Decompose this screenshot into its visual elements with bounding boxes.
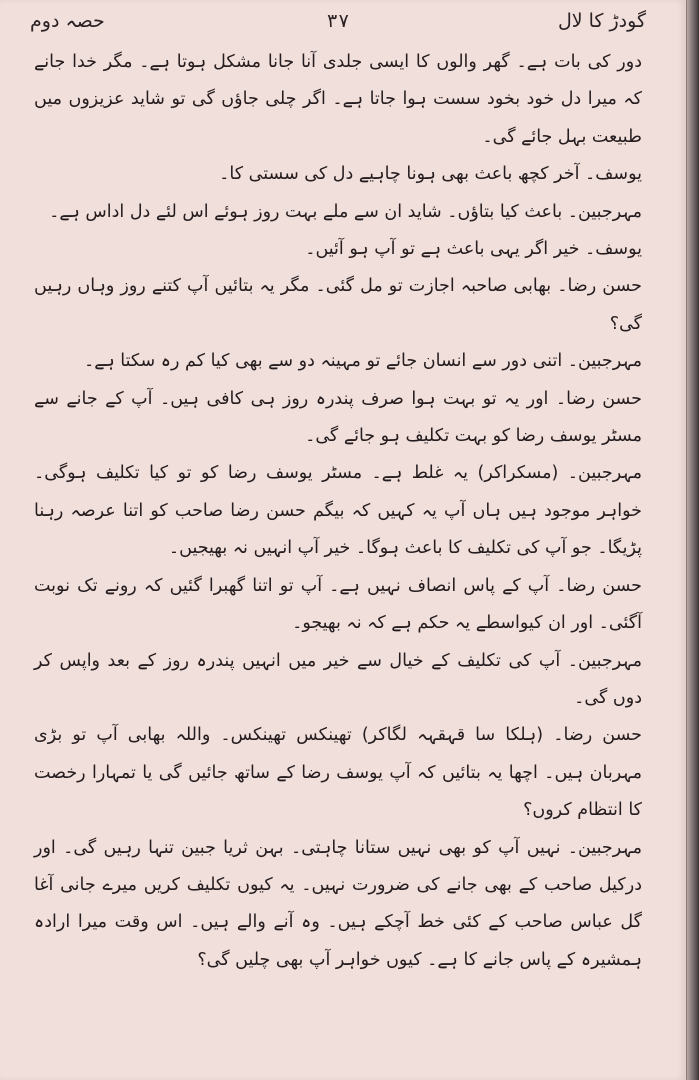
- dialogue-hasan-raza-3: حسن رضا۔ آپ کے پاس انصاف نہیں ہے۔ آپ تو اتنا گھبرا گئیں کہ رونے تک نوبت آگئی۔ اور ان کیواسطے یہ حکم ہے کہ نہ بھیجو۔: [34, 575, 642, 634]
- dialogue-yusuf-1: یوسف۔ آخر کچھ باعث بھی ہونا چاہیے دل کی سستی کا۔: [219, 164, 642, 185]
- page-header: [30, 4, 646, 44]
- dialogue-yusuf-2: یوسف۔ خیر اگر یہی باعث ہے تو آپ ہو آئیں۔: [305, 239, 642, 260]
- dialogue-mehrjabeen-3: مہرجبین۔ (مسکراکر) یہ غلط ہے۔ مسٹر یوسف رضا کو تو کیا تکلیف ہوگی۔ خواہر موجود ہیں ہاں آپ یہ کہیں کہ بیگم حسن رضا صاحب کو اتنا عرصہ رہنا پڑیگا۔ جو آپ کی تکلیف کا باعث ہوگا۔ خیر آپ انہیں نہ بھیجیں۔: [34, 463, 642, 559]
- dialogue-hasan-raza-2: حسن رضا۔ اور یہ تو بہت ہوا صرف پندرہ روز ہی کافی ہیں۔ آپ کے جانے سے مسٹر یوسف رضا کو بہت تکلیف ہو جائے گی۔: [34, 388, 642, 447]
- dialogue-hasan-raza-4: حسن رضا۔ (ہلکا سا قہقہہ لگاکر) تھینکس تھینکس۔ واللہ بھابی آپ تو بڑی مہربان ہیں۔ اچھا یہ بتائیں کہ آپ یوسف رضا کے ساتھ جائیں گی یا تمہارا رخصت کا انتظام کروں؟: [34, 725, 642, 821]
- paragraph-continuation: دور کی بات ہے۔ گھر والوں کا ایسی جلدی آنا جانا مشکل ہوتا ہے۔ مگر خدا جانے کہ میرا دل خود بخود سست ہوا جاتا ہے۔ اگر چلی جاؤں گی تو شاید عزیزوں میں طبیعت بہل جائے گی۔: [34, 52, 642, 147]
- dialogue-mehrjabeen-1: مہرجبین۔ باعث کیا بتاؤں۔ شاید ان سے ملے بہت روز ہوئے اس لئے دل اداس ہے۔: [49, 201, 642, 222]
- page-body: [34, 44, 642, 979]
- dialogue-mehrjabeen-2: مہرجبین۔ اتنی دور سے انسان جائے تو مہینہ دو سے بھی کیا کم رہ سکتا ہے۔: [83, 351, 642, 372]
- book-title: گودڑ کا لال: [557, 10, 646, 32]
- section-label: حصہ دوم: [30, 10, 105, 32]
- page-number: ۳۷: [326, 10, 350, 32]
- page-edge-shadow: [687, 0, 699, 1080]
- dialogue-mehrjabeen-5: مہرجبین۔ نہیں آپ کو بھی نہیں ستانا چاہتی۔ بہن ثریا جبین تنہا رہیں گی۔ اور درکیل صاحب کے بھی جانے کی ضرورت نہیں۔ یہ کیوں تکلیف کریں میرے جانی آغا گل عباس صاحب کے کئی خط آچکے ہیں۔ وہ آنے والے ہیں۔ اس وقت میرا ارادہ ہمشیرہ کے پاس جانے کا ہے۔ کیوں خواہر آپ بھی چلیں گی؟: [34, 837, 642, 970]
- dialogue-hasan-raza-1: حسن رضا۔ بھابی صاحبہ اجازت تو مل گئی۔ مگر یہ بتائیں آپ کتنے روز وہاں رہیں گی؟: [34, 276, 642, 334]
- dialogue-mehrjabeen-4: مہرجبین۔ آپ کی تکلیف کے خیال سے خیر میں انہیں پندرہ روز کے بعد واپس کر دوں گی۔: [34, 650, 642, 708]
